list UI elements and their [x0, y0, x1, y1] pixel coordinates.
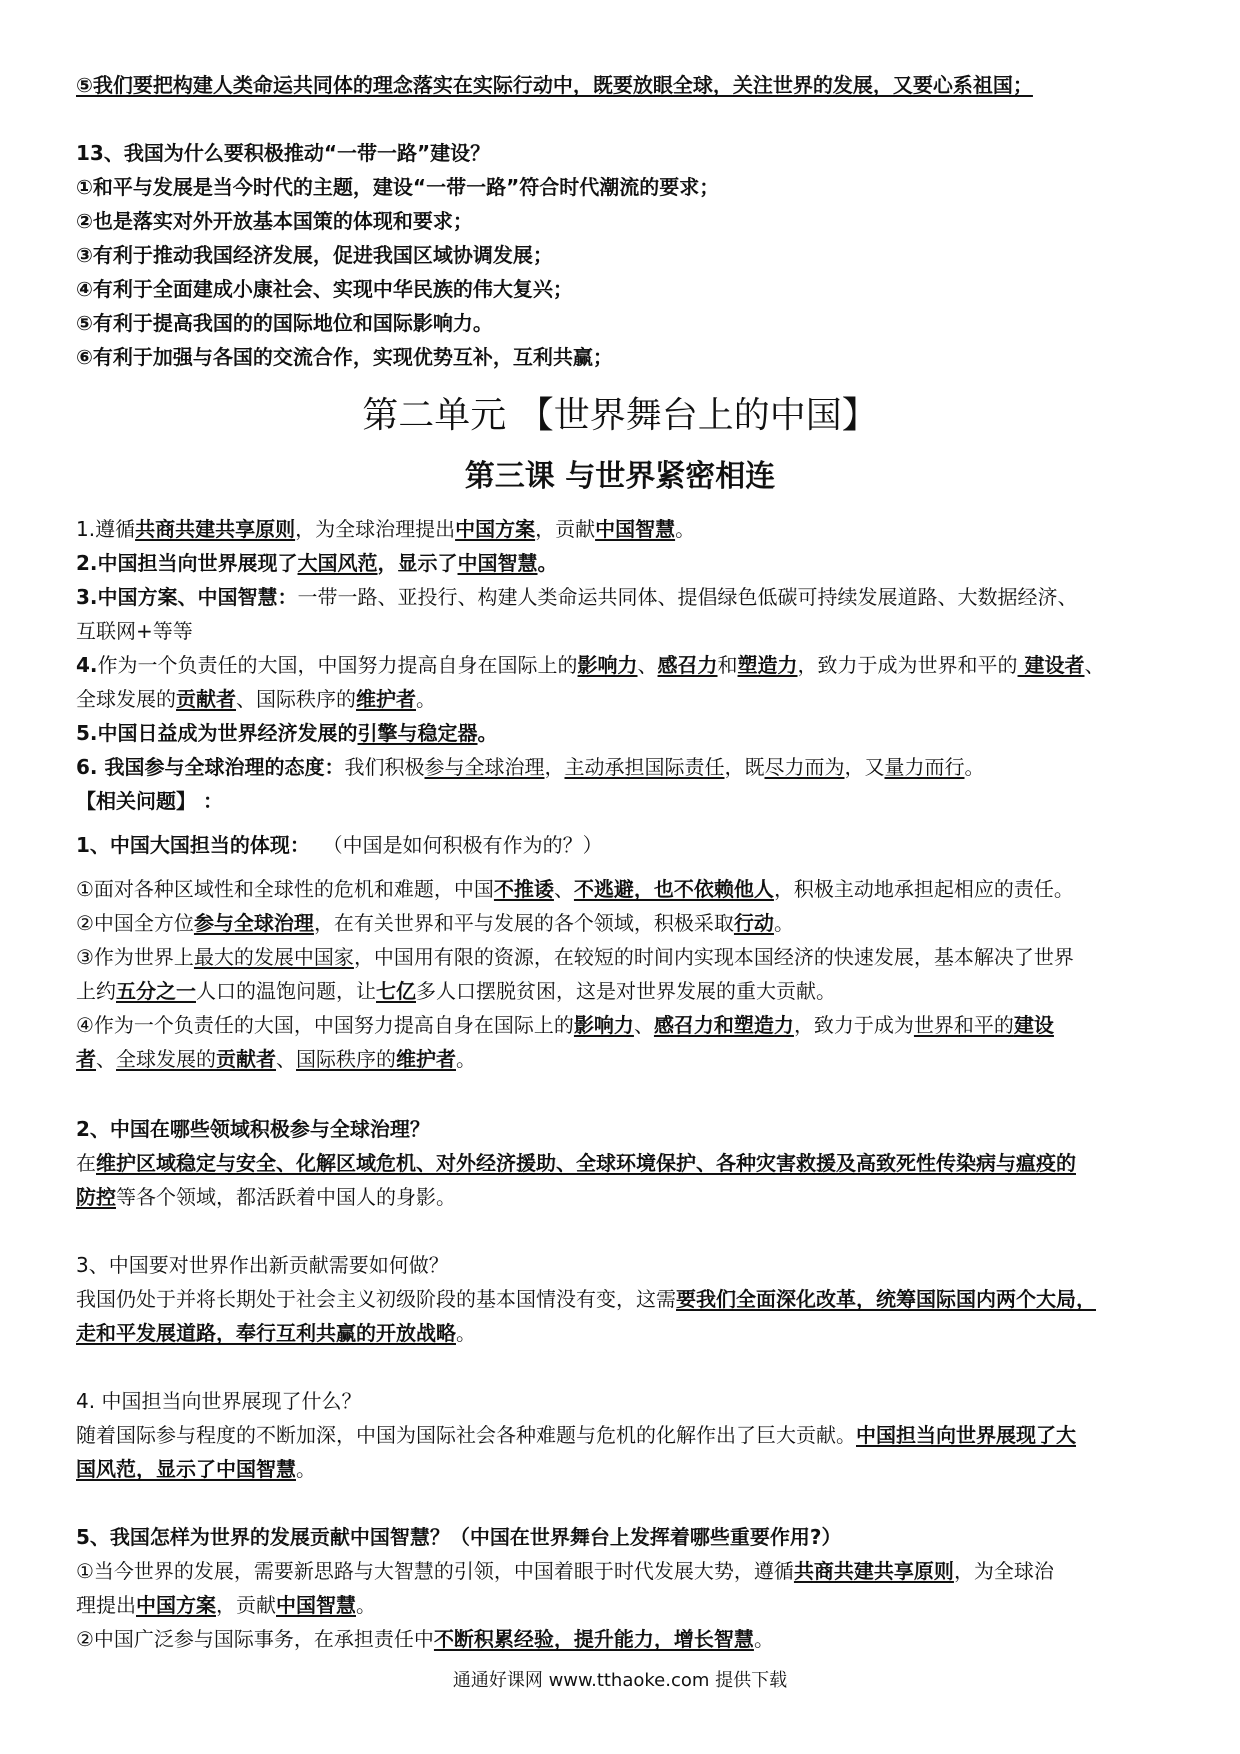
r3-answer-line-2: 走和平发展道路，奉行互利共赢的开放战略。 [76, 1321, 476, 1345]
r3-answer-line-1: 我国仍处于并将长期处于社会主义初级阶段的基本国情没有变，这需要我们全面深化改革，统筹国际国内两个大局， [76, 1287, 1096, 1311]
q13-item-6: ⑥有利于加强与各国的交流合作，实现优势互补，互利共赢； [76, 345, 613, 369]
r5-answer-1-line-1: ①当今世界的发展，需要新思路与大智慧的引领，中国着眼于时代发展大势，遵循共商共建共享原则，为全球治 [76, 1559, 1054, 1583]
r1-answer-3-line-2: 上约五分之一人口的温饱问题，让七亿多人口摆脱贫困，这是对世界发展的重大贡献。 [76, 979, 836, 1003]
point-3-line-1: 3.中国方案、中国智慧：一带一路、亚投行、构建人类命运共同体、提倡绿色低碳可持续发展道路、大数据经济、 [76, 585, 1078, 609]
q13-item-3: ③有利于推动我国经济发展，促进我国区域协调发展； [76, 243, 553, 267]
r4-title: 4. 中国担当向世界展现了什么？ [76, 1389, 362, 1413]
point-2: 2.中国担当向世界展现了大国风范，显示了中国智慧。 [76, 551, 558, 575]
point-4-line-2: 全球发展的贡献者、国际秩序的维护者。 [76, 687, 436, 711]
r4-answer-line-2: 国风范，显示了中国智慧。 [76, 1457, 316, 1481]
point-1: 1.遵循共商共建共享原则，为全球治理提出中国方案，贡献中国智慧。 [76, 517, 696, 541]
q13-item-4: ④有利于全面建成小康社会、实现中华民族的伟大复兴； [76, 277, 573, 301]
intro-point-5: ⑤我们要把构建人类命运共同体的理念落实在实际行动中，既要放眼全球，关注世界的发展，又要心系祖国； [76, 73, 1033, 97]
q13-item-5: ⑤有利于提高我国的的国际地位和国际影响力。 [76, 311, 493, 335]
r2-answer-line-1: 在维护区域稳定与安全、化解区域危机、对外经济援助、全球环境保护、各种灾害救援及高致死性传染病与瘟疫的 [76, 1151, 1076, 1175]
r2-answer-line-2: 防控等各个领域，都活跃着中国人的身影。 [76, 1185, 456, 1209]
r5-title: 5、我国怎样为世界的发展贡献中国智慧？（中国在世界舞台上发挥着哪些重要作用?） [76, 1525, 842, 1549]
q13-item-2: ②也是落实对外开放基本国策的体现和要求； [76, 209, 473, 233]
related-questions-heading: 【相关问题】 ： [76, 789, 223, 813]
point-5: 5.中国日益成为世界经济发展的引擎与稳定器。 [76, 721, 498, 745]
page-footer: 通通好课网 www.tthaoke.com 提供下载 [452, 1670, 788, 1691]
q13-item-1: ①和平与发展是当今时代的主题，建设“一带一路”符合时代潮流的要求； [76, 175, 720, 199]
r1-answer-1: ①面对各种区域性和全球性的危机和难题，中国不推诿、不逃避，也不依赖他人，积极主动地承担起相应的责任。 [76, 877, 1074, 901]
r1-answer-4-line-2: 者、全球发展的贡献者、国际秩序的维护者。 [76, 1047, 476, 1071]
r1-answer-4-line-1: ④作为一个负责任的大国，中国努力提高自身在国际上的影响力、感召力和塑造力，致力于成为世界和平的建设 [76, 1013, 1054, 1037]
point-4-line-1: 4.作为一个负责任的大国，中国努力提高自身在国际上的影响力、感召力和塑造力，致力于成为世界和平的 建设者、 [76, 653, 1105, 677]
point-3-line-2: 互联网+等等 [76, 619, 193, 643]
r3-title: 3、中国要对世界作出新贡献需要如何做？ [76, 1253, 449, 1277]
r1-answer-2: ②中国全方位参与全球治理，在有关世界和平与发展的各个领域，积极采取行动。 [76, 911, 794, 935]
r1-answer-3-line-1: ③作为世界上最大的发展中国家，中国用有限的资源，在较短的时间内实现本国经济的快速发展，基本解决了世界 [76, 945, 1074, 969]
q13-title: 13、我国为什么要积极推动“一带一路”建设？ [76, 141, 491, 165]
r1-title: 1、中国大国担当的体现： （中国是如何积极有作为的？） [76, 833, 603, 857]
point-6: 6. 我国参与全球治理的态度：我们积极参与全球治理，主动承担国际责任，既尽力而为，又量力而行。 [76, 755, 985, 779]
r4-answer-line-1: 随着国际参与程度的不断加深，中国为国际社会各种难题与危机的化解作出了巨大贡献。中国担当向世界展现了大 [76, 1423, 1076, 1447]
r2-title: 2、中国在哪些领域积极参与全球治理？ [76, 1117, 430, 1141]
lesson-title: 第三课 与世界紧密相连 [464, 459, 776, 494]
unit-title: 第二单元 【世界舞台上的中国】 [362, 395, 878, 436]
r5-answer-1-line-2: 理提出中国方案，贡献中国智慧。 [76, 1593, 376, 1617]
r5-answer-2: ②中国广泛参与国际事务，在承担责任中不断积累经验，提升能力，增长智慧。 [76, 1627, 774, 1651]
